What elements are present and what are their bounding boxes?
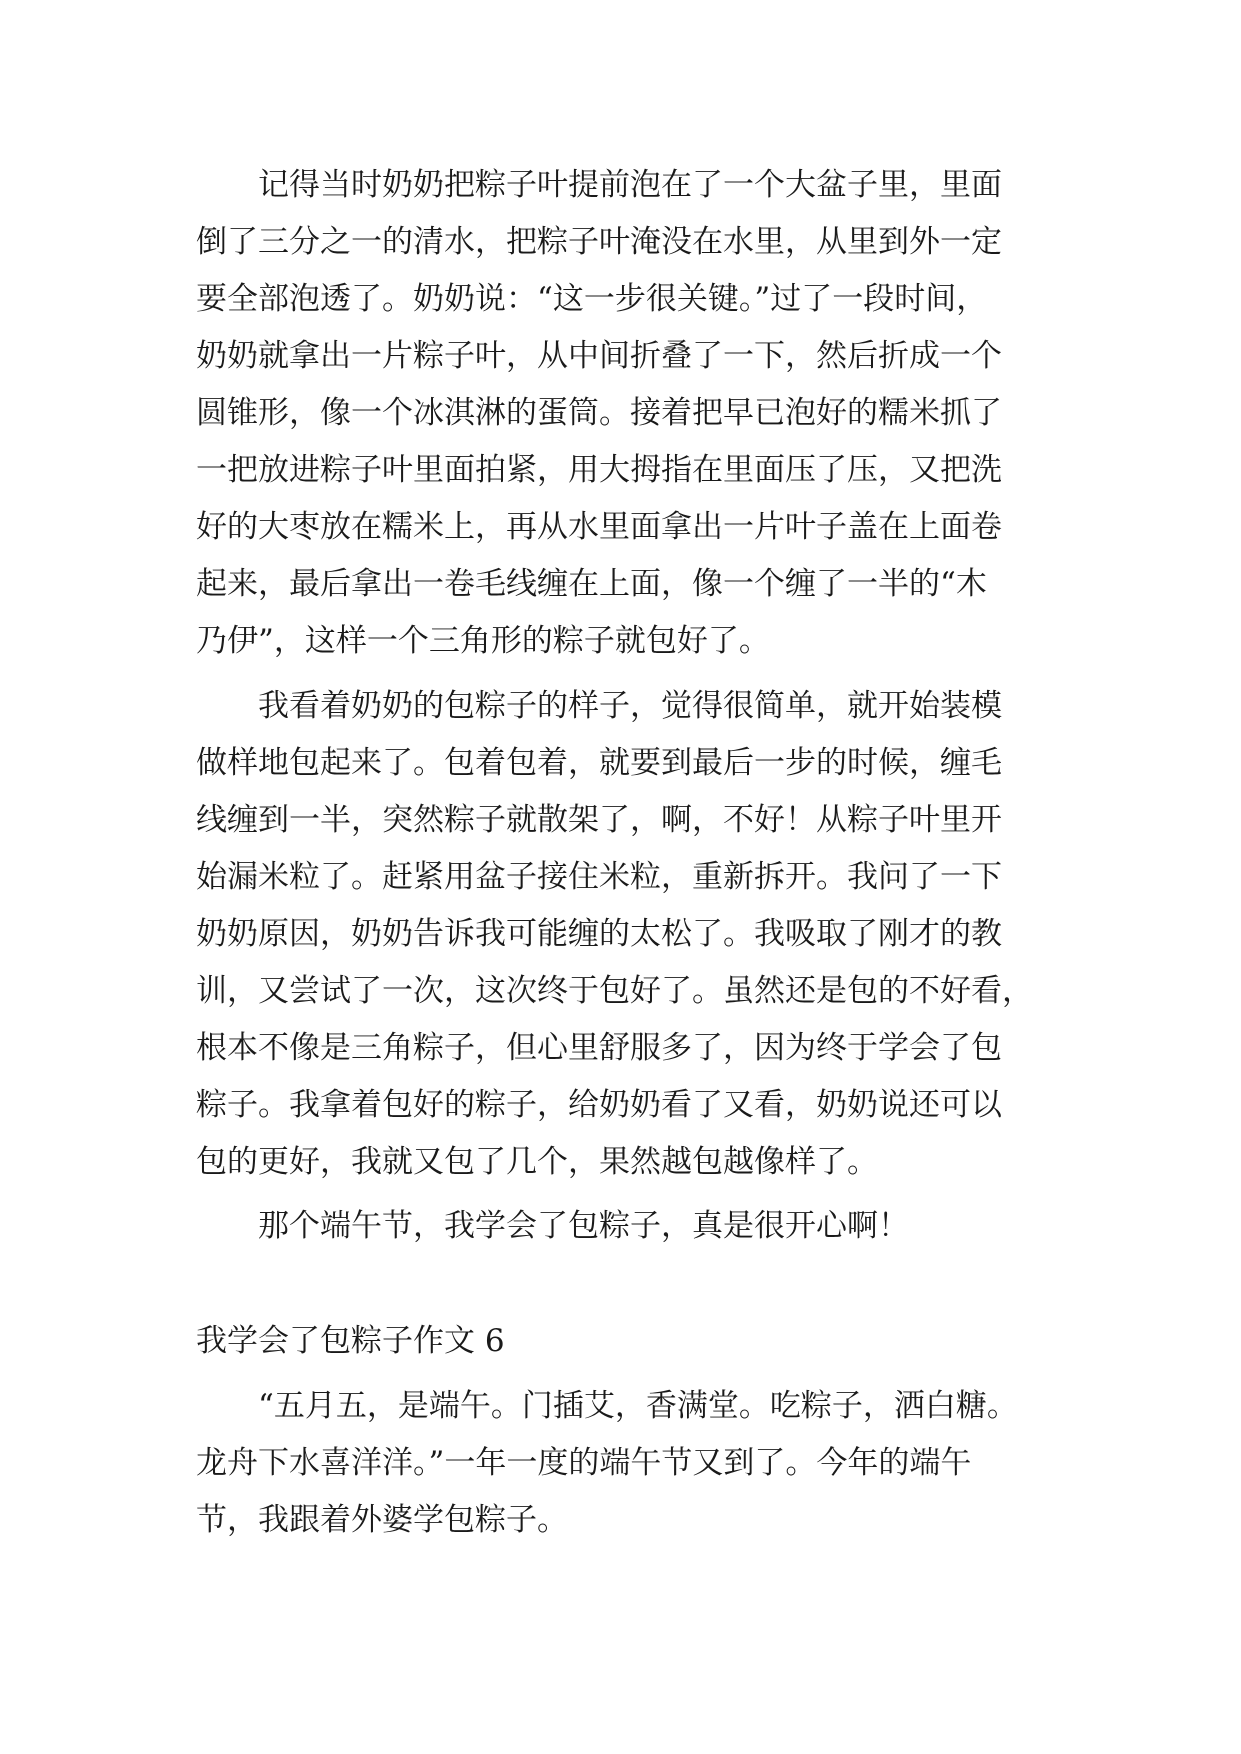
paragraph-line: 我看着奶奶的包粽子的样子，觉得很简单，就开始装模: [258, 688, 1002, 724]
paragraph-line: 圆锥形，像一个冰淇淋的蛋筒。接着把早已泡好的糯米抓了: [196, 395, 1002, 431]
paragraph-line: 奶奶原因，奶奶告诉我可能缠的太松了。我吸取了刚才的教: [196, 916, 1002, 952]
paragraph-line: 根本不像是三角粽子，但心里舒服多了，因为终于学会了包: [196, 1030, 1002, 1066]
paragraph-line: 那个端午节，我学会了包粽子，真是很开心啊！: [258, 1208, 909, 1244]
paragraph-line: 节，我跟着外婆学包粽子。: [196, 1502, 568, 1538]
paragraph-line: 奶奶就拿出一片粽子叶，从中间折叠了一下，然后折成一个: [196, 338, 1002, 374]
paragraph-line: 做样地包起来了。包着包着，就要到最后一步的时候，缠毛: [196, 745, 1002, 781]
paragraph-line: 线缠到一半，突然粽子就散架了，啊，不好！从粽子叶里开: [196, 802, 1002, 838]
section-heading: 我学会了包粽子作文 6: [196, 1323, 505, 1359]
paragraph-line: 训，又尝试了一次，这次终于包好了。虽然还是包的不好看，: [196, 973, 1033, 1009]
paragraph-line: 粽子。我拿着包好的粽子，给奶奶看了又看，奶奶说还可以: [196, 1087, 1002, 1123]
paragraph-line: 乃伊”，这样一个三角形的粽子就包好了。: [196, 623, 770, 659]
paragraph-line: 要全部泡透了。奶奶说：“这一步很关键。”过了一段时间，: [196, 281, 988, 317]
paragraph-line: 倒了三分之一的清水，把粽子叶淹没在水里，从里到外一定: [196, 224, 1002, 260]
paragraph-line: “五月五，是端午。门插艾，香满堂。吃粽子，洒白糖。: [258, 1388, 1018, 1424]
paragraph-line: 龙舟下水喜洋洋。”一年一度的端午节又到了。今年的端午: [196, 1445, 972, 1481]
paragraph-line: 起来，最后拿出一卷毛线缠在上面，像一个缠了一半的“木: [196, 566, 987, 602]
paragraph-line: 一把放进粽子叶里面拍紧，用大拇指在里面压了压，又把洗: [196, 452, 1002, 488]
paragraph-line: 记得当时奶奶把粽子叶提前泡在了一个大盆子里，里面: [258, 167, 1002, 203]
paragraph-line: 始漏米粒了。赶紧用盆子接住米粒，重新拆开。我问了一下: [196, 859, 1002, 895]
paragraph-line: 包的更好，我就又包了几个，果然越包越像样了。: [196, 1144, 878, 1180]
paragraph-line: 好的大枣放在糯米上，再从水里面拿出一片叶子盖在上面卷: [196, 509, 1002, 545]
